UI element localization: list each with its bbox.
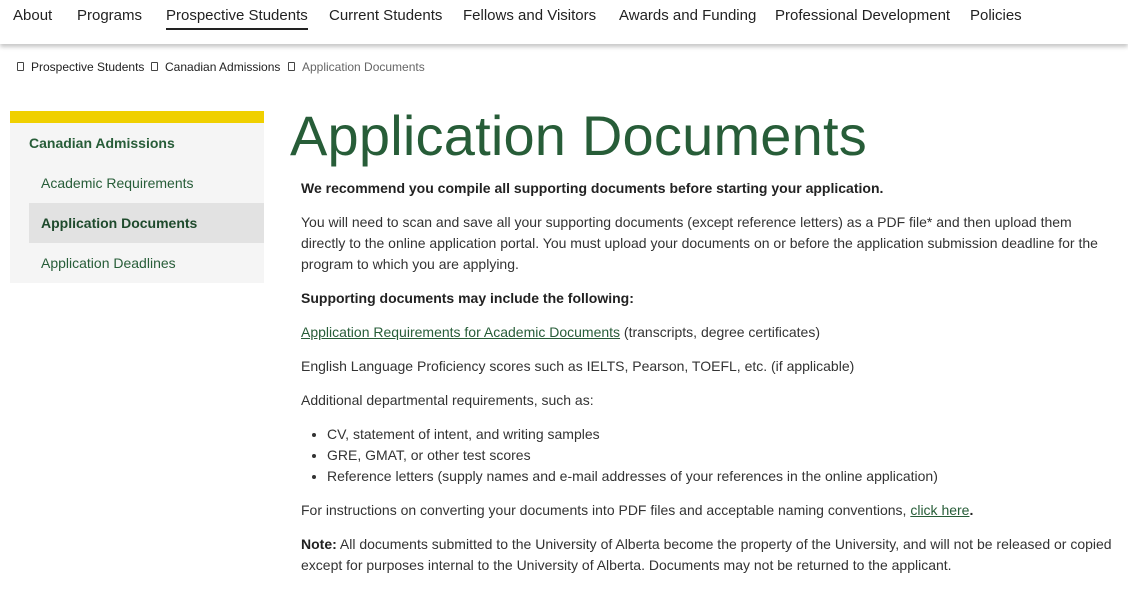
list-item: • CV, statement of intent, and writing samples <box>327 424 1116 445</box>
intro-paragraph <box>301 178 1116 199</box>
pdf-instructions-paragraph <box>301 500 1116 521</box>
breadcrumb-separator-icon <box>151 62 158 71</box>
nav-item-about[interactable]: About <box>13 7 53 24</box>
pdf-instructions-text: For instructions on converting your documents into PDF files and acceptable naming conventions, <box>301 502 911 518</box>
page-title: Application Documents <box>290 104 867 167</box>
additional-requirements-paragraph: Additional departmental requirements, such as: <box>301 392 594 408</box>
breadcrumb-current-page: Application Documents <box>302 60 425 74</box>
sidebar-accent-bar <box>10 111 264 123</box>
supporting-documents-heading-paragraph <box>301 288 1116 309</box>
note-label: Note: <box>301 536 337 552</box>
sidebar-item-application-documents[interactable]: Application Documents <box>29 203 264 243</box>
main-content <box>301 178 1116 589</box>
breadcrumb-canadian-admissions[interactable]: Canadian Admissions <box>165 60 281 74</box>
requirements-list <box>327 424 1116 487</box>
list-item: • GRE, GMAT, or other test scores <box>327 445 1116 466</box>
intro-text: We recommend you compile all supporting documents before starting your application. <box>301 180 884 196</box>
nav-item-prospective-students[interactable]: Prospective Students <box>166 7 308 30</box>
sidebar-item-academic-requirements[interactable]: Academic Requirements <box>41 175 194 191</box>
top-navigation <box>0 0 1128 44</box>
academic-documents-suffix: (transcripts, degree certificates) <box>620 324 821 340</box>
breadcrumb-separator-icon <box>288 62 295 71</box>
click-here-link[interactable]: click here <box>910 502 970 518</box>
nav-item-current-students[interactable]: Current Students <box>329 7 443 24</box>
academic-documents-link[interactable]: Application Requirements for Academic Documents <box>301 324 621 340</box>
supporting-documents-heading: Supporting documents may include the following: <box>301 290 634 306</box>
breadcrumb-home-icon <box>17 62 24 71</box>
sidebar <box>10 111 264 283</box>
upload-instructions-paragraph: You will need to scan and save all your supporting documents (except reference letters) as a PDF file* and then upload them directly to the online application portal. You must upload your documents on or before the application submission deadline for the program to which you are applying. <box>301 214 1098 272</box>
nav-item-policies[interactable]: Policies <box>970 7 1022 24</box>
sidebar-item-application-deadlines[interactable]: Application Deadlines <box>41 255 176 271</box>
note-paragraph <box>301 534 1116 576</box>
pdf-instructions-period: . <box>969 502 974 518</box>
note-text: All documents submitted to the University of Alberta become the property of the University, and will not be released or copied except for purposes internal to the University of Alberta. Documents may not be returned to the applicant. <box>301 536 1112 573</box>
nav-item-programs[interactable]: Programs <box>77 7 143 24</box>
list-item: • Reference letters (supply names and e-mail addresses of your references in the online application) <box>327 466 1116 487</box>
english-proficiency-paragraph: English Language Proficiency scores such as IELTS, Pearson, TOEFL, etc. (if applicable) <box>301 358 855 374</box>
nav-item-professional-development[interactable]: Professional Development <box>775 7 951 24</box>
nav-item-awards-and-funding[interactable]: Awards and Funding <box>619 7 757 24</box>
breadcrumb-prospective-students[interactable]: Prospective Students <box>31 60 145 74</box>
academic-documents-paragraph <box>301 322 1116 343</box>
sidebar-heading-canadian-admissions[interactable]: Canadian Admissions <box>29 135 175 151</box>
nav-item-fellows-and-visitors[interactable]: Fellows and Visitors <box>463 7 597 24</box>
